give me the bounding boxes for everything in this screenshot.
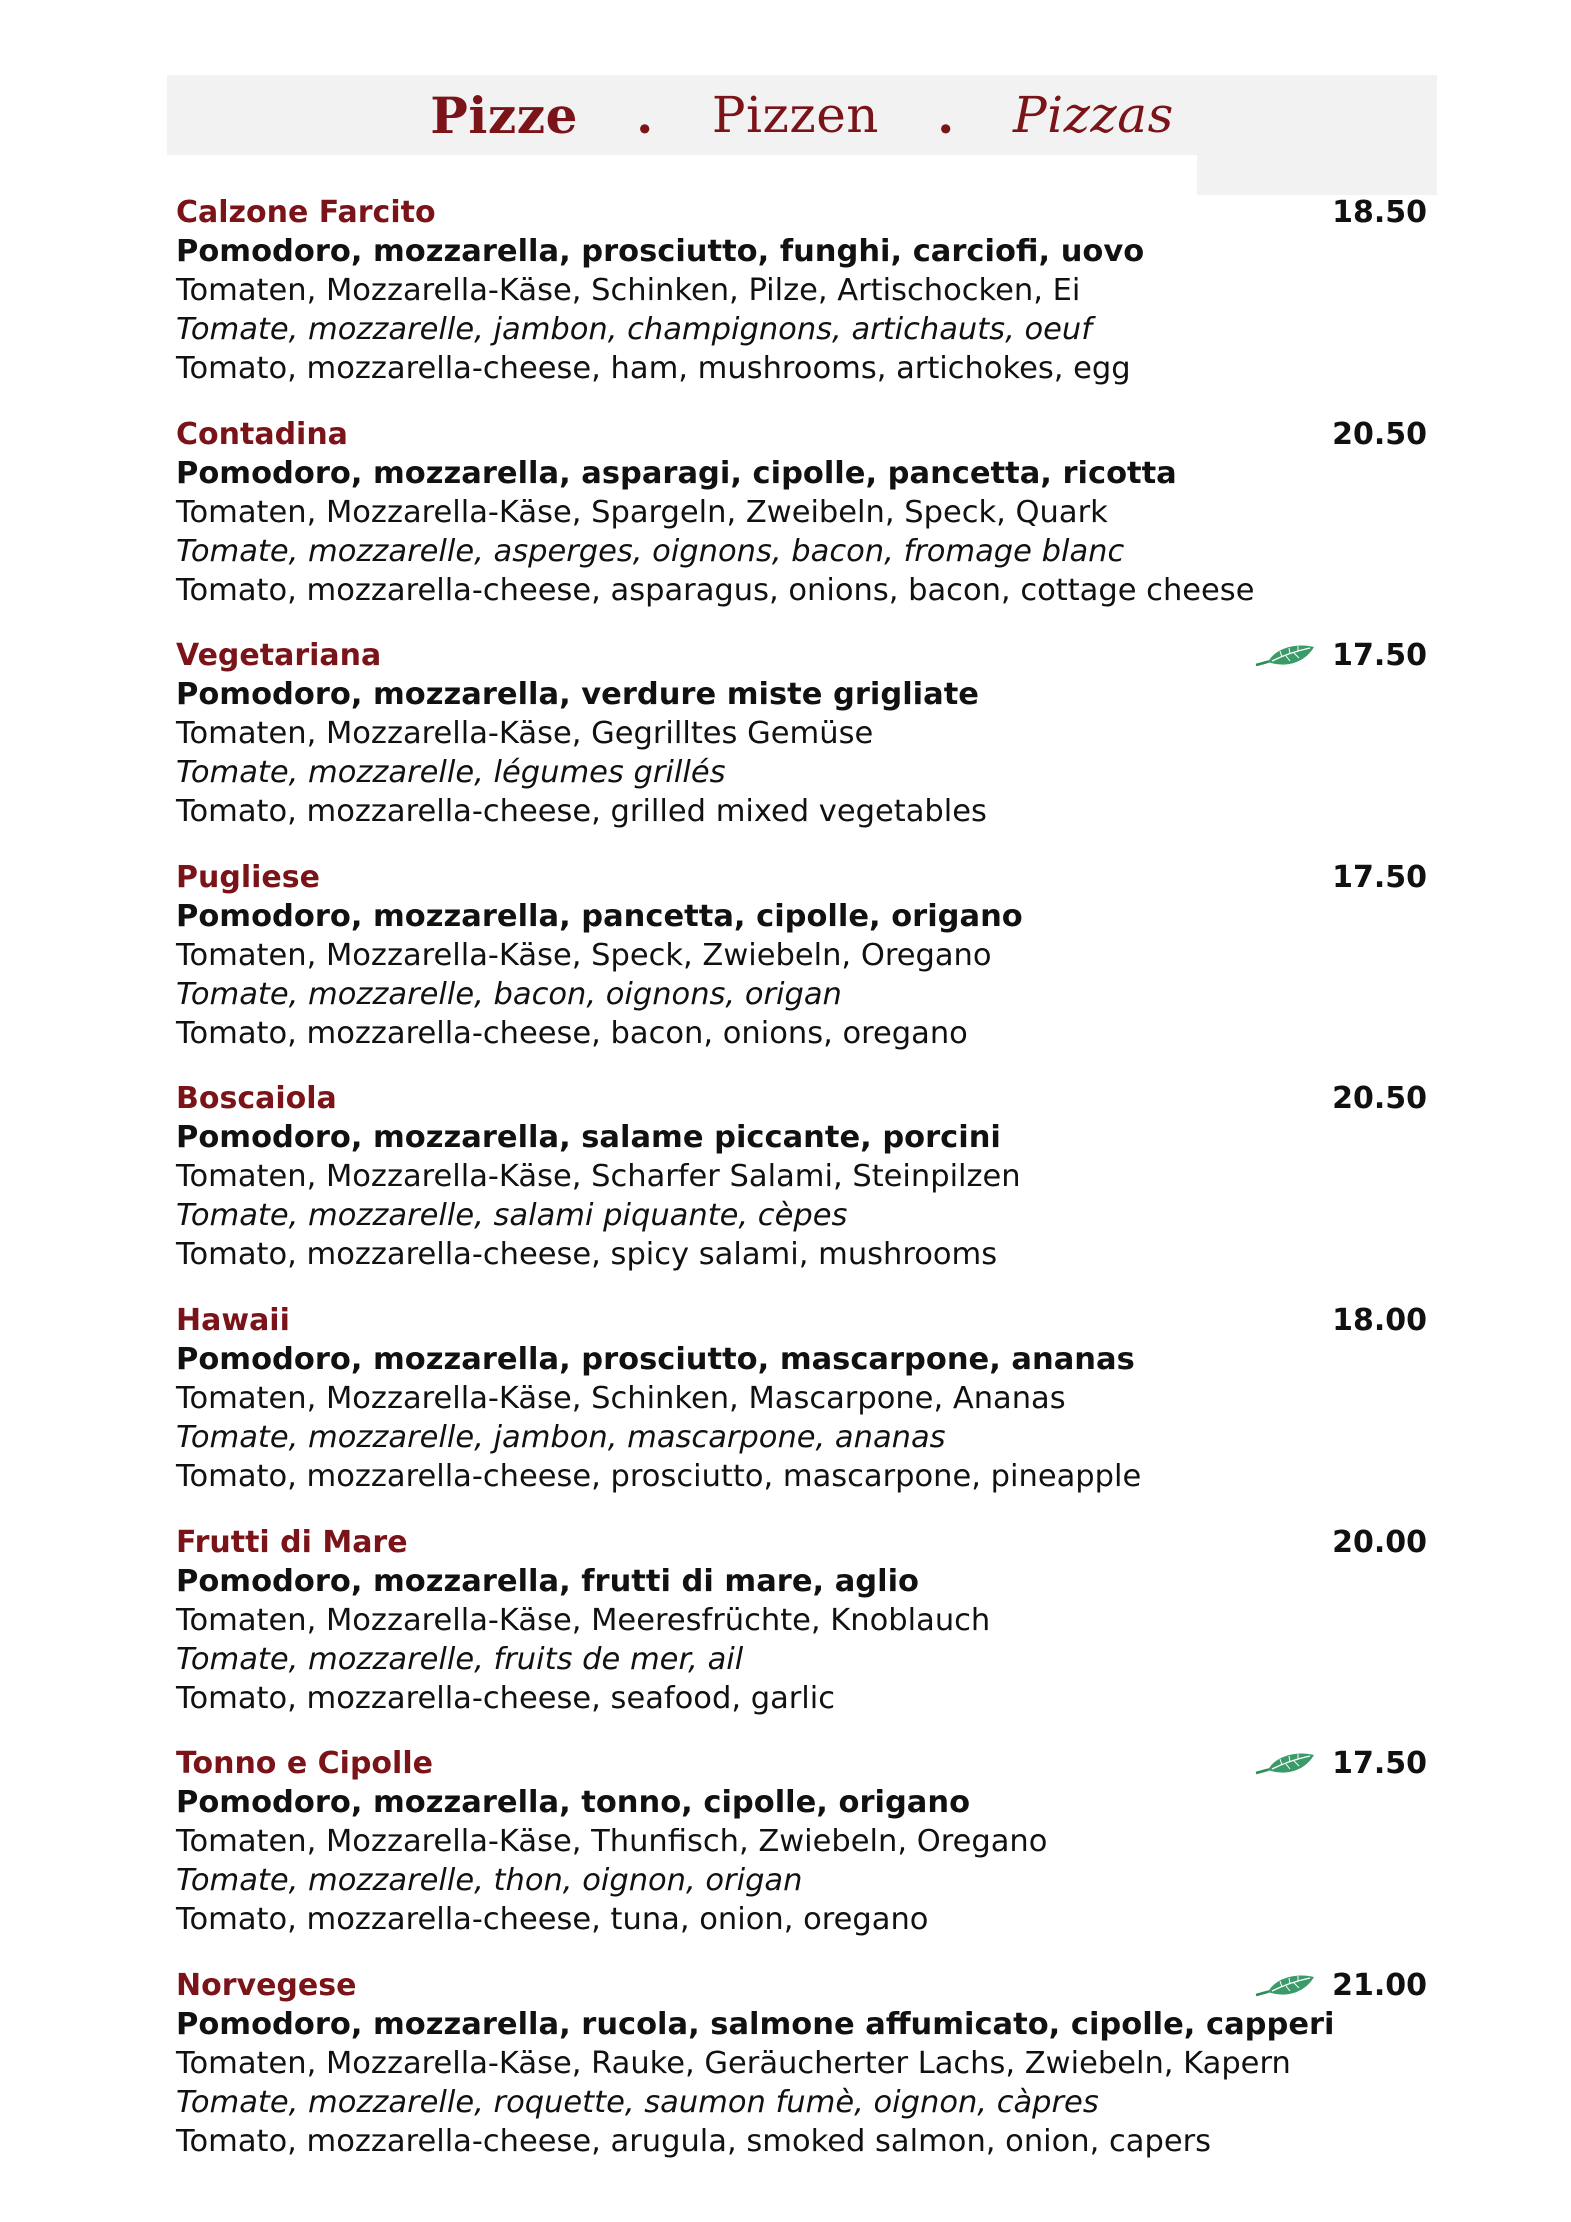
title-french: Pizzas: [1012, 86, 1174, 144]
vegetarian-leaf-icon: [1254, 1749, 1316, 1779]
ingredients-english: Tomato, mozzarella-cheese, spicy salami, mushrooms: [176, 1237, 998, 1273]
ingredients-italian: Pomodoro, mozzarella, prosciutto, funghi, carciofi, uovo: [176, 234, 1145, 269]
menu-item: [176, 1966, 1436, 2188]
menu-item: [176, 636, 1436, 858]
pizza-name: Frutti di Mare: [176, 1524, 408, 1560]
menu-list: [176, 193, 1436, 2187]
header-band-tab: [1197, 155, 1437, 195]
pizza-price: 18.00: [1332, 1302, 1427, 1338]
pizza-price: 20.00: [1332, 1524, 1427, 1560]
pizza-price: 17.50: [1332, 638, 1427, 674]
ingredients-italian: Pomodoro, mozzarella, verdure miste grigliate: [176, 677, 979, 713]
pizza-price: 17.50: [1332, 1746, 1427, 1782]
ingredients-french: Tomate, mozzarelle, thon, oignon, origan: [176, 1863, 803, 1899]
ingredients-italian: Pomodoro, mozzarella, rucola, salmone affumicato, cipolle, capperi: [176, 2006, 1335, 2042]
menu-item: [176, 415, 1436, 637]
vegetarian-leaf-icon: [1254, 1971, 1316, 2001]
pizza-name: Contadina: [176, 416, 348, 452]
ingredients-french: Tomate, mozzarelle, roquette, saumon fumè, oignon, càpres: [176, 2084, 1099, 2120]
ingredients-italian: Pomodoro, mozzarella, tonno, cipolle, origano: [176, 1785, 971, 1821]
pizza-name: Norvegese: [176, 1967, 357, 2003]
pizza-name: Tonno e Cipolle: [176, 1746, 433, 1782]
menu-item: [176, 858, 1436, 1080]
ingredients-italian: Pomodoro, mozzarella, asparagi, cipolle, pancetta, ricotta: [176, 455, 1177, 491]
ingredients-english: Tomato, mozzarella-cheese, grilled mixed vegetables: [176, 794, 987, 830]
ingredients-german: Tomaten, Mozzarella-Käse, Schinken, Pilze, Artischocken, Ei: [176, 273, 1081, 308]
pizza-name: Vegetariana: [176, 638, 382, 674]
ingredients-french: Tomate, mozzarelle, légumes grillés: [176, 755, 726, 791]
ingredients-english: Tomato, mozzarella-cheese, tuna, onion, oregano: [176, 1902, 929, 1938]
pizza-price: 18.50: [1332, 195, 1427, 230]
ingredients-italian: Pomodoro, mozzarella, prosciutto, mascarpone, ananas: [176, 1341, 1135, 1377]
ingredients-french: Tomate, mozzarelle, jambon, mascarpone, ananas: [176, 1419, 946, 1455]
menu-item: [176, 1301, 1436, 1523]
pizza-name: Calzone Farcito: [176, 195, 436, 230]
title-separator: .: [635, 85, 654, 145]
menu-item: [176, 1523, 1436, 1745]
ingredients-french: Tomate, mozzarelle, salami piquante, cèpes: [176, 1198, 848, 1234]
ingredients-french: Tomate, mozzarelle, fruits de mer, ail: [176, 1641, 744, 1677]
ingredients-german: Tomaten, Mozzarella-Käse, Scharfer Salami, Steinpilzen: [176, 1159, 1021, 1195]
pizza-price: 20.50: [1332, 1081, 1427, 1117]
pizza-price: 20.50: [1332, 416, 1427, 452]
menu-item: [176, 193, 1436, 415]
pizza-name: Boscaiola: [176, 1081, 337, 1117]
ingredients-english: Tomato, mozzarella-cheese, seafood, garlic: [176, 1680, 836, 1716]
pizza-name: Hawaii: [176, 1302, 290, 1338]
ingredients-english: Tomato, mozzarella-cheese, prosciutto, mascarpone, pineapple: [176, 1458, 1142, 1494]
ingredients-italian: Pomodoro, mozzarella, salame piccante, porcini: [176, 1120, 1001, 1156]
ingredients-french: Tomate, mozzarelle, asperges, oignons, bacon, fromage blanc: [176, 533, 1125, 569]
title-italian: Pizze: [430, 85, 578, 145]
pizza-name: Pugliese: [176, 859, 320, 895]
ingredients-english: Tomato, mozzarella-cheese, bacon, onions, oregano: [176, 1015, 968, 1051]
pizza-price: 17.50: [1332, 859, 1427, 895]
ingredients-italian: Pomodoro, mozzarella, frutti di mare, aglio: [176, 1563, 920, 1599]
ingredients-italian: Pomodoro, mozzarella, pancetta, cipolle, origano: [176, 898, 1023, 934]
ingredients-german: Tomaten, Mozzarella-Käse, Rauke, Geräucherter Lachs, Zwiebeln, Kapern: [176, 2045, 1291, 2081]
ingredients-french: Tomate, mozzarelle, bacon, oignons, origan: [176, 976, 842, 1012]
ingredients-german: Tomaten, Mozzarella-Käse, Gegrilltes Gemüse: [176, 716, 874, 752]
ingredients-french: Tomate, mozzarelle, jambon, champignons, artichauts, oeuf: [176, 312, 1092, 347]
vegetarian-leaf-icon: [1254, 641, 1316, 671]
ingredients-english: Tomato, mozzarella-cheese, arugula, smoked salmon, onion, capers: [176, 2123, 1212, 2159]
ingredients-german: Tomaten, Mozzarella-Käse, Spargeln, Zweibeln, Speck, Quark: [176, 494, 1108, 530]
title-german: Pizzen: [711, 86, 880, 144]
ingredients-german: Tomaten, Mozzarella-Käse, Speck, Zwiebeln, Oregano: [176, 937, 992, 973]
ingredients-english: Tomato, mozzarella-cheese, ham, mushrooms, artichokes, egg: [176, 351, 1131, 386]
title-separator: .: [937, 85, 955, 145]
ingredients-german: Tomaten, Mozzarella-Käse, Thunfisch, Zwiebeln, Oregano: [176, 1824, 1048, 1860]
ingredients-german: Tomaten, Mozzarella-Käse, Meeresfrüchte, Knoblauch: [176, 1602, 991, 1638]
pizza-price: 21.00: [1332, 1967, 1427, 2003]
page-title: [167, 75, 1437, 155]
menu-item: [176, 1079, 1436, 1301]
ingredients-german: Tomaten, Mozzarella-Käse, Schinken, Mascarpone, Ananas: [176, 1380, 1066, 1416]
ingredients-english: Tomato, mozzarella-cheese, asparagus, onions, bacon, cottage cheese: [176, 572, 1255, 608]
menu-item: [176, 1744, 1436, 1966]
